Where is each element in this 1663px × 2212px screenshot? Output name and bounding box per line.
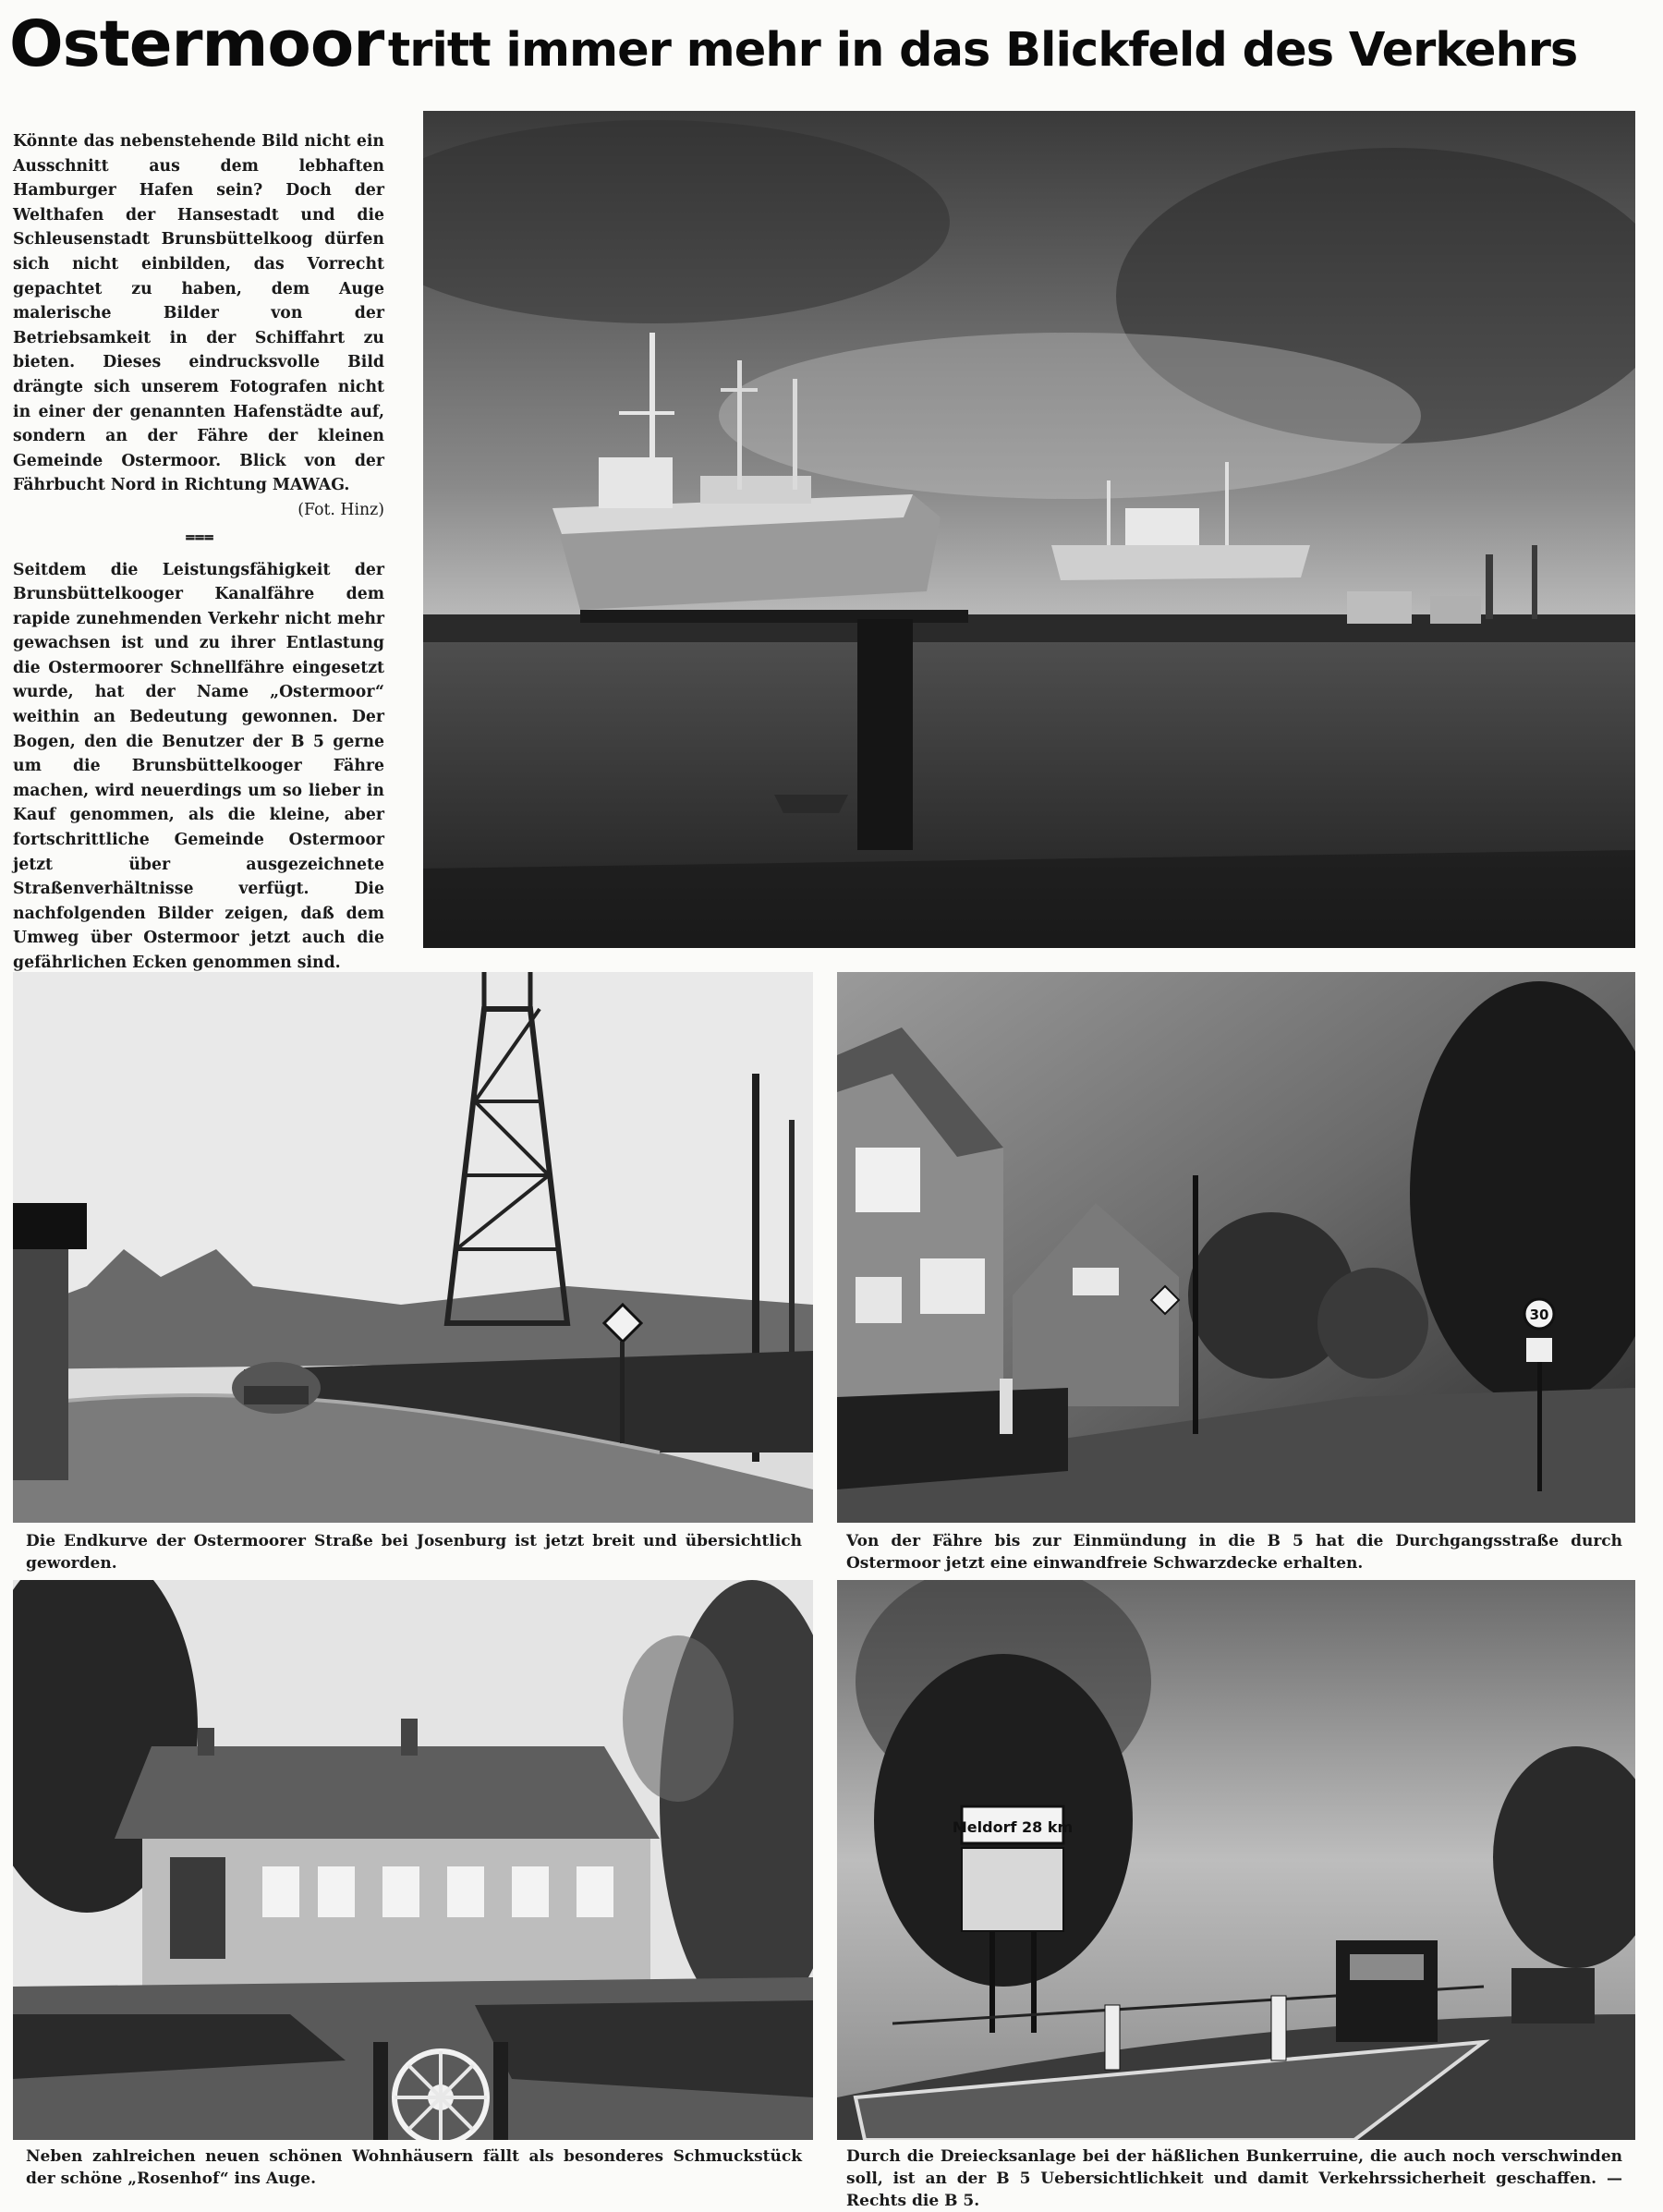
body-paragraph	[13, 558, 384, 976]
intro-column	[13, 129, 384, 1000]
road-caption: Von der Fähre bis zur Einmündung in die B 5 hat die Durchgangsstraße durch Ostermoor jetzt eine einwandfreie Schwarzdecke erhalten.	[846, 1532, 1622, 1573]
intro-paragraph	[13, 129, 384, 519]
headline-keyword: Ostermoor	[9, 7, 384, 81]
body-text: Seitdem die Leistungsfähigkeit der Brunsbüttelkooger Kanalfähre dem rapide zunehmenden Verkehr nicht mehr gewachsen ist und zu ihrer Entlastung die Ostermoorer Schnellfähre eingesetzt wurde, hat der Name „Ostermoor“ weithin an Bedeutung gewonnen. Der Bogen, den die Benutzer der B 5 gerne um die Brunsbüttelkooger Fähre machen, wird neuerdings um so lieber in Kauf genommen, als die kleine, aber fortschrittliche Gemeinde Ostermoor jetzt über ausgezeichnete Straßenverhältnisse verfügt. Die nachfolgenden Bilder zeigen, daß dem Umweg über Ostermoor jetzt auch die gefährlichen Ecken genommen sind.	[13, 560, 384, 972]
road-photo	[837, 972, 1635, 1523]
curve-caption: Die Endkurve der Ostermoorer Straße bei Josenburg ist jetzt breit und übersichtlich geworden.	[26, 1532, 802, 1573]
harbor-photo	[423, 111, 1635, 948]
intro-text: Könnte das nebenstehende Bild nicht ein Ausschnitt aus dem lebhaften Hamburger Hafen sein? Doch der Welthafen der Hansestadt und die Schleusenstadt Brunsbüttelkoog dürfen sich nicht einbilden, das Vorrecht gepachtet zu haben, dem Auge malerische Bilder von der Betriebsamkeit in der Schiffahrt zu bieten. Dieses eindrucksvolle Bild drängte sich unserem Fotografen nicht in einer der genannten Hafenstädte auf, sondern an der Fähre der kleinen Gemeinde Ostermoor. Blick von der Fährbucht Nord in Richtung MAWAG.	[13, 132, 384, 495]
house-photo	[13, 1580, 813, 2140]
headline-rest: tritt immer mehr in das Blickfeld des Verkehrs	[387, 23, 1578, 78]
triangle-caption: Durch die Dreiecksanlage bei der häßlichen Bunkerruine, die auch noch verschwinden soll, ist an der B 5 Uebersichtlichkeit und damit Verkehrssicherheit geschaffen. — Rechts die B 5.	[846, 2147, 1622, 2210]
speed-limit-label: 30	[1529, 1307, 1549, 1323]
direction-sign-label: Meldorf 28 km	[952, 1818, 1074, 1836]
triangle-photo	[837, 1580, 1635, 2140]
article-separator: ⩶	[185, 526, 212, 546]
intro-credit: (Fot. Hinz)	[297, 500, 384, 519]
curve-photo	[13, 972, 813, 1523]
house-caption: Neben zahlreichen neuen schönen Wohnhäusern fällt als besonderes Schmuckstück der schöne „Rosenhof“ ins Auge.	[26, 2147, 802, 2188]
headline	[9, 7, 1654, 81]
